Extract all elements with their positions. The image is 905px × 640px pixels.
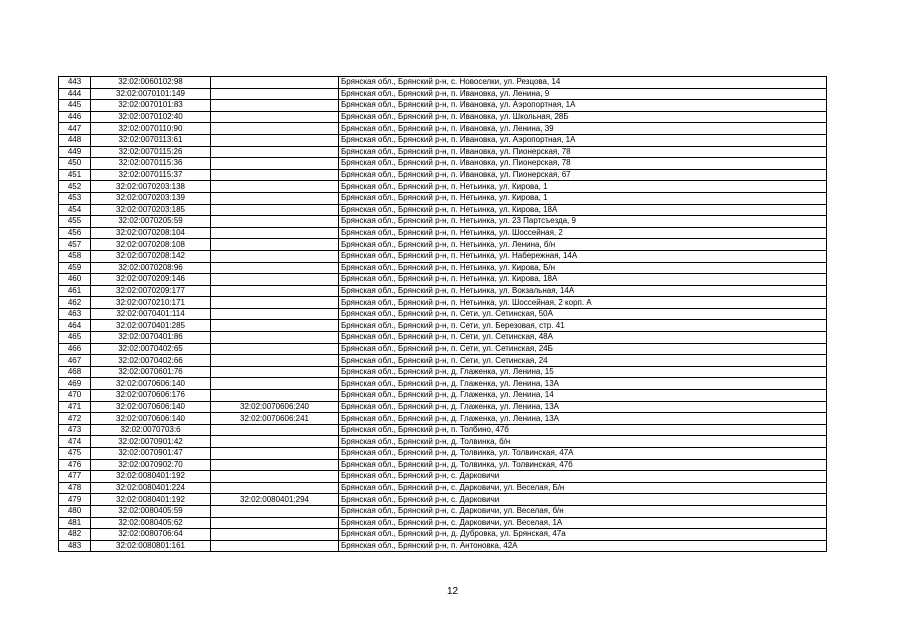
secondary-cadastral-number-cell [211,390,339,402]
secondary-cadastral-number-cell [211,192,339,204]
table-row [59,111,827,123]
table-row [59,216,827,228]
cadastral-number-cell: 32:02:0080401:192 [91,494,211,506]
address-cell: Брянская обл., Брянский р-н, с. Дарковичи [339,471,827,483]
secondary-cadastral-number-cell [211,146,339,158]
table-row [59,100,827,112]
cadastral-number-cell: 32:02:0070401:114 [91,308,211,320]
row-number-cell: 465 [59,332,91,344]
table-row [59,401,827,413]
address-cell: Брянская обл., Брянский р-н, п. Нетьинка, ул. Шоссейная, 2 [339,227,827,239]
cadastral-number-cell: 32:02:0060102:98 [91,77,211,89]
address-cell: Брянская обл., Брянский р-н, п. Сети, ул. Сетинская, 50А [339,308,827,320]
address-cell: Брянская обл., Брянский р-н, п. Нетьинка, ул. Кирова, Б/н [339,262,827,274]
row-number-cell: 466 [59,343,91,355]
row-number-cell: 479 [59,494,91,506]
row-number-cell: 469 [59,378,91,390]
row-number-cell: 448 [59,134,91,146]
table-row [59,424,827,436]
row-number-cell: 458 [59,250,91,262]
cadastral-number-cell: 32:02:0070208:142 [91,250,211,262]
secondary-cadastral-number-cell [211,123,339,135]
row-number-cell: 463 [59,308,91,320]
secondary-cadastral-number-cell [211,134,339,146]
secondary-cadastral-number-cell [211,285,339,297]
table-row [59,355,827,367]
cadastral-number-cell: 32:02:0070208:108 [91,239,211,251]
row-number-cell: 445 [59,100,91,112]
cadastral-number-cell: 32:02:0070115:37 [91,169,211,181]
address-cell: Брянская обл., Брянский р-н, д. Глаженка, ул. Ленина, 13А [339,378,827,390]
secondary-cadastral-number-cell [211,448,339,460]
cadastral-number-cell: 32:02:0070402:65 [91,343,211,355]
secondary-cadastral-number-cell [211,297,339,309]
address-cell: Брянская обл., Брянский р-н, п. Сети, ул. Сетинская, 24 [339,355,827,367]
table-row [59,158,827,170]
row-number-cell: 457 [59,239,91,251]
table-row [59,378,827,390]
table-row [59,459,827,471]
secondary-cadastral-number-cell [211,459,339,471]
address-cell: Брянская обл., Брянский р-н, п. Сети, ул. Березовая, стр. 41 [339,320,827,332]
cadastral-number-cell: 32:02:0070209:177 [91,285,211,297]
address-cell: Брянская обл., Брянский р-н, п. Толбино, 47б [339,424,827,436]
secondary-cadastral-number-cell [211,378,339,390]
row-number-cell: 483 [59,540,91,552]
table-row [59,390,827,402]
cadastral-number-cell: 32:02:0070113:61 [91,134,211,146]
secondary-cadastral-number-cell [211,366,339,378]
row-number-cell: 456 [59,227,91,239]
cadastral-number-cell: 32:02:0070401:285 [91,320,211,332]
table-row [59,413,827,425]
table-row [59,146,827,158]
cadastral-number-cell: 32:02:0070208:104 [91,227,211,239]
row-number-cell: 455 [59,216,91,228]
address-cell: Брянская обл., Брянский р-н, п. Нетьинка, ул. Набережная, 14А [339,250,827,262]
row-number-cell: 461 [59,285,91,297]
address-cell: Брянская обл., Брянский р-н, п. Нетьинка, ул. Вокзальная, 14А [339,285,827,297]
secondary-cadastral-number-cell [211,227,339,239]
address-cell: Брянская обл., Брянский р-н, п. Нетьинка, ул. Кирова, 18А [339,204,827,216]
row-number-cell: 460 [59,274,91,286]
table-row [59,262,827,274]
cadastral-number-cell: 32:02:0070203:138 [91,181,211,193]
address-cell: Брянская обл., Брянский р-н, п. Антоновка, 42А [339,540,827,552]
secondary-cadastral-number-cell [211,471,339,483]
address-cell: Брянская обл., Брянский р-н, п. Нетьинка, ул. Кирова, 1 [339,181,827,193]
secondary-cadastral-number-cell [211,239,339,251]
table-row [59,134,827,146]
row-number-cell: 449 [59,146,91,158]
page-number: 12 [446,586,459,597]
secondary-cadastral-number-cell [211,158,339,170]
row-number-cell: 443 [59,77,91,89]
table-row [59,227,827,239]
row-number-cell: 477 [59,471,91,483]
table-row [59,540,827,552]
cadastral-number-cell: 32:02:0070110:90 [91,123,211,135]
row-number-cell: 481 [59,517,91,529]
row-number-cell: 468 [59,366,91,378]
secondary-cadastral-number-cell [211,343,339,355]
address-cell: Брянская обл., Брянский р-н, п. Нетьинка, ул. Кирова, 1 [339,192,827,204]
address-cell: Брянская обл., Брянский р-н, с. Дарковичи, ул. Веселая, б/н [339,505,827,517]
address-cell: Брянская обл., Брянский р-н, п. Ивановка, ул. Пионерская, 78 [339,158,827,170]
row-number-cell: 474 [59,436,91,448]
cadastral-number-cell: 32:02:0080405:62 [91,517,211,529]
cadastral-number-cell: 32:02:0070901:42 [91,436,211,448]
cadastral-number-cell: 32:02:0070606:176 [91,390,211,402]
table-row [59,308,827,320]
cadastral-number-cell: 32:02:0070102:40 [91,111,211,123]
table-row [59,529,827,541]
table-row [59,204,827,216]
cadastral-number-cell: 32:02:0070203:185 [91,204,211,216]
table-row [59,192,827,204]
address-cell: Брянская обл., Брянский р-н, с. Новоселки, ул. Резцова, 14 [339,77,827,89]
row-number-cell: 454 [59,204,91,216]
address-cell: Брянская обл., Брянский р-н, п. Ивановка, ул. Пионерская, 78 [339,146,827,158]
row-number-cell: 453 [59,192,91,204]
table-row [59,274,827,286]
secondary-cadastral-number-cell [211,250,339,262]
address-cell: Брянская обл., Брянский р-н, п. Нетьинка, ул. 23 Партсъезда, 9 [339,216,827,228]
table-row [59,505,827,517]
cadastral-number-cell: 32:02:0070606:140 [91,413,211,425]
cadastral-number-cell: 32:02:0080706:64 [91,529,211,541]
row-number-cell: 451 [59,169,91,181]
secondary-cadastral-number-cell [211,88,339,100]
cadastral-number-cell: 32:02:0070205:59 [91,216,211,228]
cadastral-number-cell: 32:02:0070115:26 [91,146,211,158]
table-row [59,494,827,506]
cadastral-number-cell: 32:02:0080405:59 [91,505,211,517]
row-number-cell: 480 [59,505,91,517]
address-cell: Брянская обл., Брянский р-н, д. Толвинка, ул. Толвинская, 47А [339,448,827,460]
secondary-cadastral-number-cell [211,274,339,286]
cadastral-number-cell: 32:02:0070901:47 [91,448,211,460]
row-number-cell: 470 [59,390,91,402]
cadastral-number-cell: 32:02:0070902:70 [91,459,211,471]
cadastral-number-cell: 32:02:0070203:139 [91,192,211,204]
row-number-cell: 478 [59,482,91,494]
cadastral-number-cell: 32:02:0070606:140 [91,401,211,413]
address-cell: Брянская обл., Брянский р-н, п. Нетьинка, ул. Кирова, 18А [339,274,827,286]
table-row [59,366,827,378]
table-row [59,448,827,460]
table-row [59,436,827,448]
secondary-cadastral-number-cell [211,436,339,448]
secondary-cadastral-number-cell [211,216,339,228]
secondary-cadastral-number-cell [211,262,339,274]
row-number-cell: 447 [59,123,91,135]
cadastral-number-cell: 32:02:0080401:192 [91,471,211,483]
address-cell: Брянская обл., Брянский р-н, п. Ивановка, ул. Школьная, 28Б [339,111,827,123]
secondary-cadastral-number-cell [211,204,339,216]
secondary-cadastral-number-cell [211,181,339,193]
row-number-cell: 471 [59,401,91,413]
address-cell: Брянская обл., Брянский р-н, д. Глаженка, ул. Ленина, 15 [339,366,827,378]
secondary-cadastral-number-cell: 32:02:0070606:241 [211,413,339,425]
secondary-cadastral-number-cell [211,529,339,541]
row-number-cell: 459 [59,262,91,274]
address-cell: Брянская обл., Брянский р-н, п. Сети, ул. Сетинская, 48А [339,332,827,344]
address-cell: Брянская обл., Брянский р-н, п. Нетьинка, ул. Ленина, б/н [339,239,827,251]
cadastral-number-cell: 32:02:0070401:86 [91,332,211,344]
secondary-cadastral-number-cell [211,332,339,344]
cadastral-number-cell: 32:02:0070402:66 [91,355,211,367]
address-cell: Брянская обл., Брянский р-н, д. Глаженка, ул. Ленина, 13А [339,413,827,425]
table-row [59,320,827,332]
row-number-cell: 476 [59,459,91,471]
address-cell: Брянская обл., Брянский р-н, п. Ивановка, ул. Аэропортная, 1А [339,100,827,112]
secondary-cadastral-number-cell [211,355,339,367]
cadastral-number-cell: 32:02:0070101:149 [91,88,211,100]
address-cell: Брянская обл., Брянский р-н, д. Толвинка, б/н [339,436,827,448]
row-number-cell: 452 [59,181,91,193]
address-cell: Брянская обл., Брянский р-н, п. Ивановка, ул. Ленина, 39 [339,123,827,135]
address-cell: Брянская обл., Брянский р-н, д. Глаженка, ул. Ленина, 14 [339,390,827,402]
table-row [59,181,827,193]
row-number-cell: 450 [59,158,91,170]
address-cell: Брянская обл., Брянский р-н, с. Дарковичи, ул. Веселая, Б/н [339,482,827,494]
secondary-cadastral-number-cell: 32:02:0080401:294 [211,494,339,506]
registry-table [58,76,827,552]
table-row [59,285,827,297]
cadastral-number-cell: 32:02:0070703:6 [91,424,211,436]
table-row [59,239,827,251]
row-number-cell: 472 [59,413,91,425]
row-number-cell: 464 [59,320,91,332]
table-row [59,471,827,483]
secondary-cadastral-number-cell [211,482,339,494]
row-number-cell: 473 [59,424,91,436]
secondary-cadastral-number-cell [211,111,339,123]
table-row [59,250,827,262]
secondary-cadastral-number-cell [211,169,339,181]
cadastral-number-cell: 32:02:0080801:161 [91,540,211,552]
cadastral-number-cell: 32:02:0070208:96 [91,262,211,274]
row-number-cell: 467 [59,355,91,367]
address-cell: Брянская обл., Брянский р-н, д. Дубровка, ул. Брянская, 47а [339,529,827,541]
address-cell: Брянская обл., Брянский р-н, с. Дарковичи [339,494,827,506]
secondary-cadastral-number-cell [211,320,339,332]
table-row [59,88,827,100]
cadastral-number-cell: 32:02:0070209:146 [91,274,211,286]
table-row [59,297,827,309]
secondary-cadastral-number-cell [211,308,339,320]
row-number-cell: 462 [59,297,91,309]
cadastral-number-cell: 32:02:0080401:224 [91,482,211,494]
address-cell: Брянская обл., Брянский р-н, п. Ивановка, ул. Ленина, 9 [339,88,827,100]
address-cell: Брянская обл., Брянский р-н, д. Толвинка, ул. Толвинская, 47б [339,459,827,471]
cadastral-number-cell: 32:02:0070210:171 [91,297,211,309]
table-row [59,332,827,344]
address-cell: Брянская обл., Брянский р-н, п. Ивановка, ул. Пионерская, 67 [339,169,827,181]
cadastral-number-cell: 32:02:0070115:36 [91,158,211,170]
address-cell: Брянская обл., Брянский р-н, с. Дарковичи, ул. Веселая, 1А [339,517,827,529]
secondary-cadastral-number-cell [211,77,339,89]
table-row [59,77,827,89]
secondary-cadastral-number-cell [211,540,339,552]
secondary-cadastral-number-cell [211,100,339,112]
table-row [59,169,827,181]
table-row [59,517,827,529]
cadastral-number-cell: 32:02:0070606:140 [91,378,211,390]
registry-table-body [59,77,827,552]
address-cell: Брянская обл., Брянский р-н, д. Глаженка, ул. Ленина, 13А [339,401,827,413]
row-number-cell: 446 [59,111,91,123]
table-row [59,343,827,355]
address-cell: Брянская обл., Брянский р-н, п. Ивановка, ул. Аэропортная, 1А [339,134,827,146]
secondary-cadastral-number-cell [211,424,339,436]
cadastral-number-cell: 32:02:0070601:76 [91,366,211,378]
row-number-cell: 475 [59,448,91,460]
row-number-cell: 444 [59,88,91,100]
secondary-cadastral-number-cell [211,505,339,517]
address-cell: Брянская обл., Брянский р-н, п. Сети, ул. Сетинская, 24Б [339,343,827,355]
row-number-cell: 482 [59,529,91,541]
cadastral-number-cell: 32:02:0070101:83 [91,100,211,112]
address-cell: Брянская обл., Брянский р-н, п. Нетьинка, ул. Шоссейная, 2 корп. А [339,297,827,309]
table-row [59,123,827,135]
table-row [59,482,827,494]
secondary-cadastral-number-cell: 32:02:0070606:240 [211,401,339,413]
secondary-cadastral-number-cell [211,517,339,529]
